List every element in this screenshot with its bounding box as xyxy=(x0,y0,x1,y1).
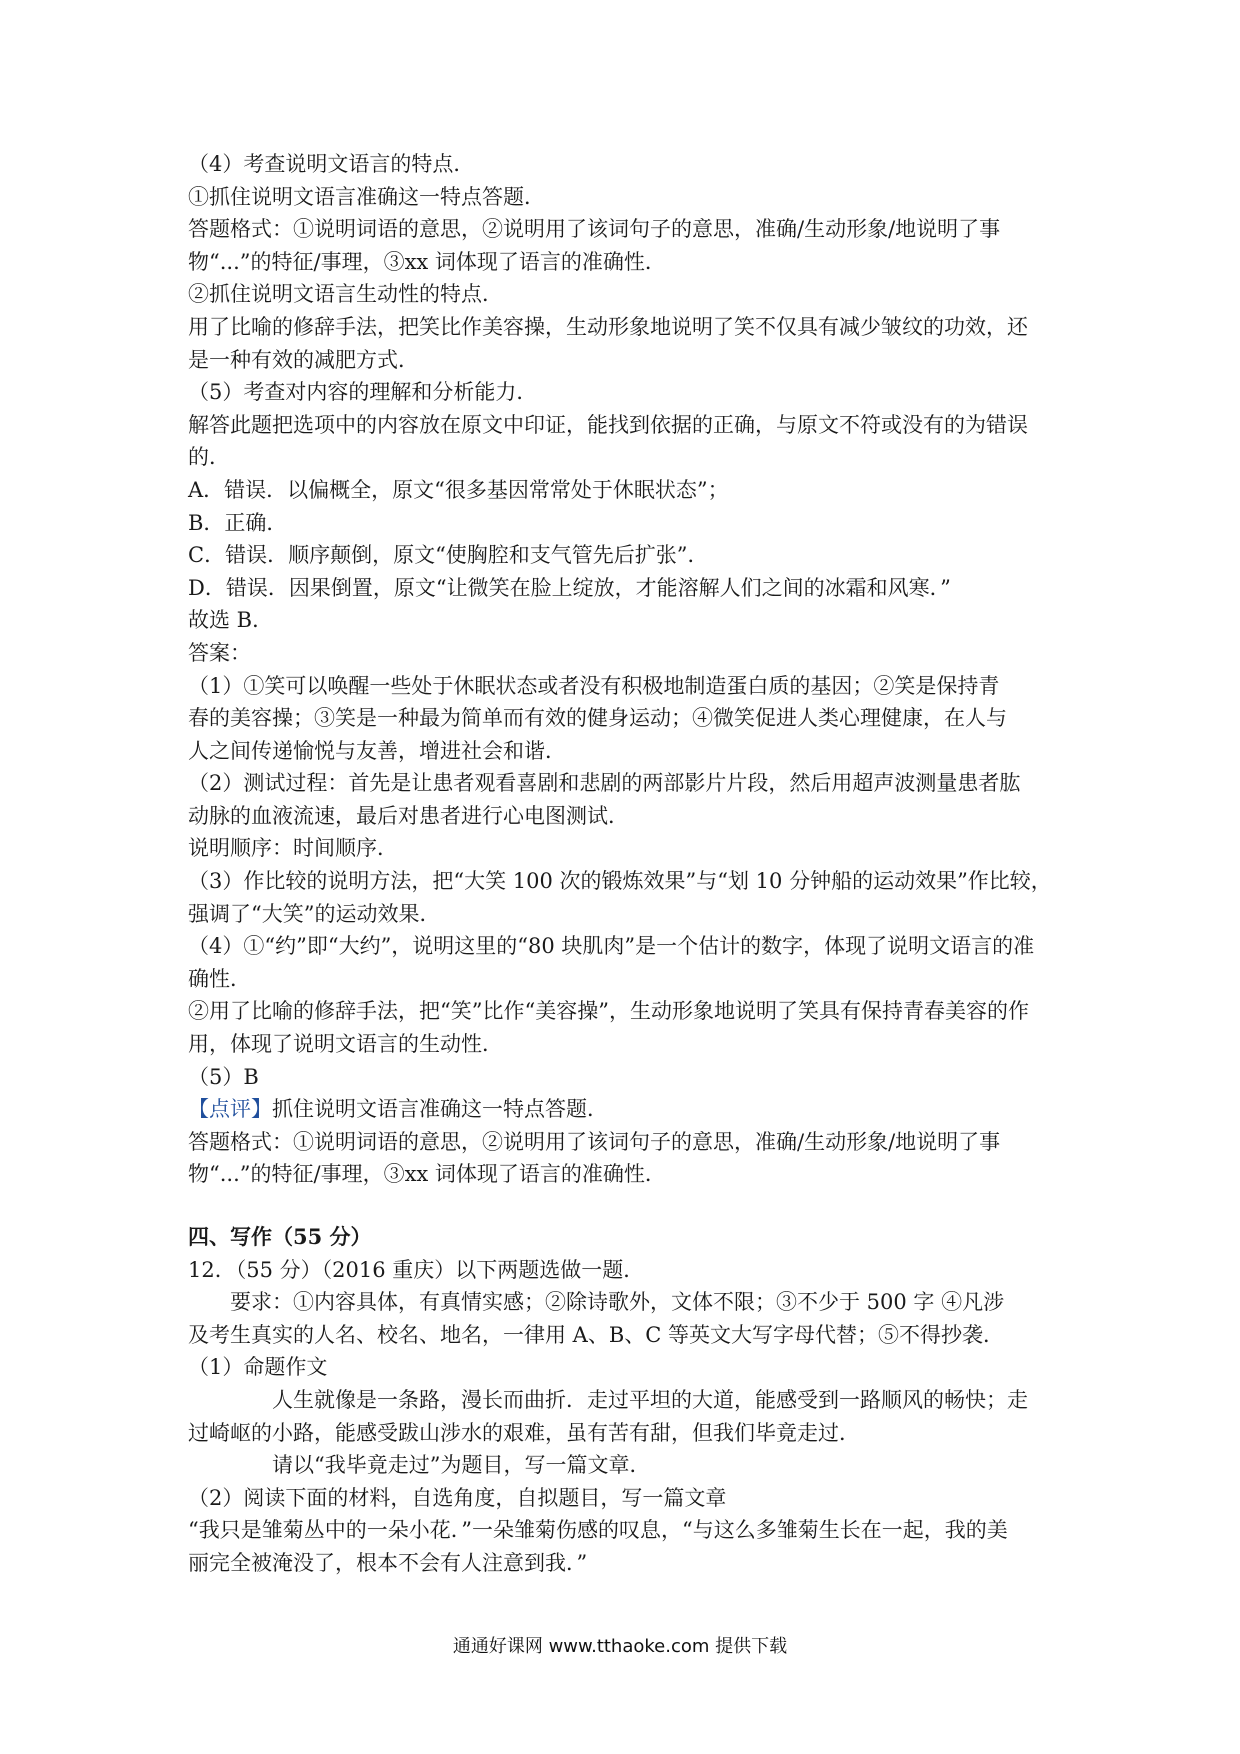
text-line: （3）作比较的说明方法，把“大笑 100 次的锻炼效果”与“划 10 分钟船的运动效果”作比较， xyxy=(188,869,1052,894)
text-line: 物“...”的特征/事理，③xx 词体现了语言的准确性． xyxy=(188,249,666,274)
text-line: 故选 B． xyxy=(188,608,274,633)
page-footer: 通通好课网 www.tthaoke.com 提供下载 xyxy=(452,1636,788,1657)
comment-tag: 【点评】 xyxy=(188,1097,272,1122)
question-heading: 12．（55 分）（2016 重庆）以下两题选做一题． xyxy=(188,1257,645,1282)
part1-line: 过崎岖的小路，能感受跋山涉水的艰难，虽有苦有甜，但我们毕竟走过． xyxy=(188,1420,860,1445)
part2-line: 丽完全被淹没了，根本不会有人注意到我．” xyxy=(188,1550,588,1575)
text-line: ②抓住说明文语言生动性的特点． xyxy=(188,282,503,307)
text-line: D．错误．因果倒置，原文“让微笑在脸上绽放，才能溶解人们之间的冰霜和风寒．” xyxy=(188,575,951,600)
text-line: 用，体现了说明文语言的生动性． xyxy=(188,1032,503,1057)
comment-text: 抓住说明文语言准确这一特点答题． xyxy=(272,1097,608,1122)
text-line: 春的美容操；③笑是一种最为简单而有效的健身运动；④微笑促进人类心理健康，在人与 xyxy=(188,706,1007,731)
text-line: （2）测试过程：首先是让患者观看喜剧和悲剧的两部影片片段，然后用超声波测量患者肱 xyxy=(188,771,1021,796)
requirement-line: 及考生真实的人名、校名、地名，一律用 A、B、C 等英文大写字母代替；⑤不得抄袭． xyxy=(188,1322,1005,1347)
section-title: 四、写作（55 分） xyxy=(188,1224,372,1249)
text-line: 答案： xyxy=(188,640,251,665)
text-line: 答题格式：①说明词语的意思，②说明用了该词句子的意思，准确/生动形象/地说明了事 xyxy=(188,217,1001,242)
text-line: （1）①笑可以唤醒一些处于休眠状态或者没有积极地制造蛋白质的基因；②笑是保持青 xyxy=(188,673,1000,698)
text-line: C．错误．顺序颠倒，原文“使胸腔和支气管先后扩张”． xyxy=(188,543,709,568)
text-line: （5）B xyxy=(188,1064,259,1089)
text-line: 确性． xyxy=(188,966,251,991)
part2-line: “我只是雏菊丛中的一朵小花．”一朵雏菊伤感的叹息，“与这么多雏菊生长在一起，我的美 xyxy=(188,1518,1008,1543)
requirement-line: 要求：①内容具体，有真情实感；②除诗歌外，文体不限；③不少于 500 字 ④凡涉 xyxy=(230,1290,1005,1315)
text-line: 解答此题把选项中的内容放在原文中印证，能找到依据的正确，与原文不符或没有的为错误 xyxy=(188,412,1028,437)
text-line: B．正确． xyxy=(188,510,288,535)
text-line: ②用了比喻的修辞手法，把“笑”比作“美容操”，生动形象地说明了笑具有保持青春美容的作 xyxy=(188,999,1029,1024)
text-line: （4）考查说明文语言的特点． xyxy=(188,152,475,176)
comment-line xyxy=(188,1093,1068,1126)
text-line: A．错误．以偏概全，原文“很多基因常常处于休眠状态”； xyxy=(188,477,729,502)
text-line: 的． xyxy=(188,445,230,470)
text-line: 人之间传递愉悦与友善，增进社会和谐． xyxy=(188,738,566,763)
text-line: 答题格式：①说明词语的意思，②说明用了该词句子的意思，准确/生动形象/地说明了事 xyxy=(188,1129,1001,1154)
document-body xyxy=(188,148,1068,1580)
text-line: 物“...”的特征/事理，③xx 词体现了语言的准确性． xyxy=(188,1162,666,1187)
part2-title: （2）阅读下面的材料，自选角度，自拟题目，写一篇文章 xyxy=(188,1485,727,1510)
text-line: 是一种有效的减肥方式． xyxy=(188,347,419,372)
text-line: （5）考查对内容的理解和分析能力． xyxy=(188,380,538,405)
text-line: 说明顺序：时间顺序． xyxy=(188,836,398,861)
text-line: （4）①“约”即“大约”，说明这里的“80 块肌肉”是一个估计的数字，体现了说明文语言的准 xyxy=(188,934,1035,959)
text-line: ①抓住说明文语言准确这一特点答题． xyxy=(188,184,545,209)
part1-prompt: 请以“我毕竟走过”为题目，写一篇文章． xyxy=(272,1453,651,1478)
text-line: 强调了“大笑”的运动效果． xyxy=(188,901,441,926)
text-line: 动脉的血液流速，最后对患者进行心电图测试． xyxy=(188,803,629,828)
part1-line: 人生就像是一条路，漫长而曲折．走过平坦的大道，能感受到一路顺风的畅快；走 xyxy=(272,1387,1028,1412)
text-line: 用了比喻的修辞手法，把笑比作美容操，生动形象地说明了笑不仅具有减少皱纹的功效，还 xyxy=(188,314,1028,339)
section-gap xyxy=(188,1191,1068,1221)
part1-title: （1）命题作文 xyxy=(188,1355,328,1380)
